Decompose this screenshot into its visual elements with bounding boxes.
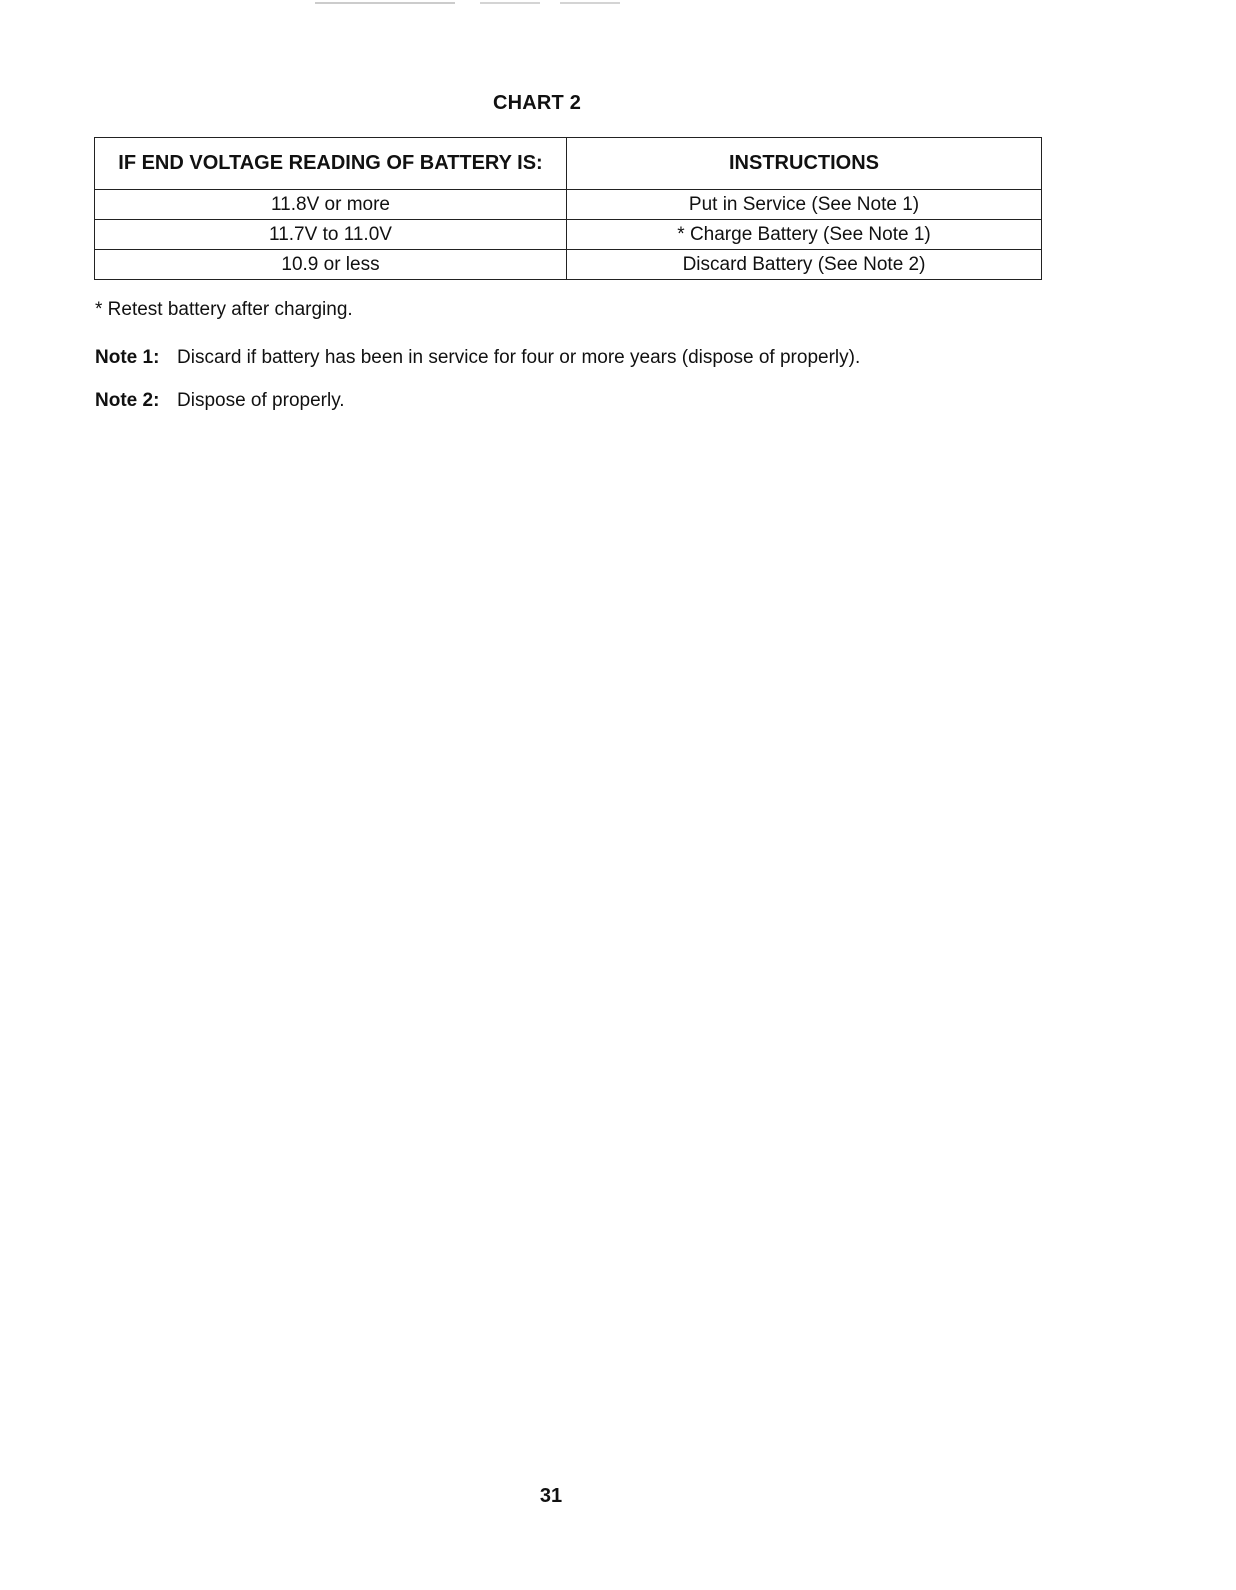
chart-title: CHART 2 [492, 92, 582, 114]
instruction-cell: Put in Service (See Note 1) [567, 190, 1042, 220]
note-label: Note 2: [95, 390, 160, 411]
instruction-cell: Discard Battery (See Note 2) [567, 250, 1042, 280]
voltage-cell: 10.9 or less [95, 250, 567, 280]
voltage-cell: 11.7V to 11.0V [95, 220, 567, 250]
note-1 [95, 347, 860, 369]
table-row [95, 250, 1042, 280]
column-header-voltage: IF END VOLTAGE READING OF BATTERY IS: [95, 138, 567, 190]
table-row [95, 220, 1042, 250]
note-2 [95, 390, 345, 412]
note-text: Dispose of properly. [177, 390, 345, 411]
footnote: * Retest battery after charging. [95, 299, 353, 320]
battery-voltage-table [94, 137, 1042, 280]
note-text: Discard if battery has been in service for four or more years (dispose of properly). [177, 347, 861, 368]
table-row [95, 190, 1042, 220]
instruction-cell: * Charge Battery (See Note 1) [567, 220, 1042, 250]
page-number: 31 [539, 1485, 563, 1507]
note-label: Note 1: [95, 347, 160, 368]
table-header-row [95, 138, 1042, 190]
voltage-cell: 11.8V or more [95, 190, 567, 220]
column-header-instructions: INSTRUCTIONS [567, 138, 1042, 190]
scan-artifact [290, 0, 790, 6]
